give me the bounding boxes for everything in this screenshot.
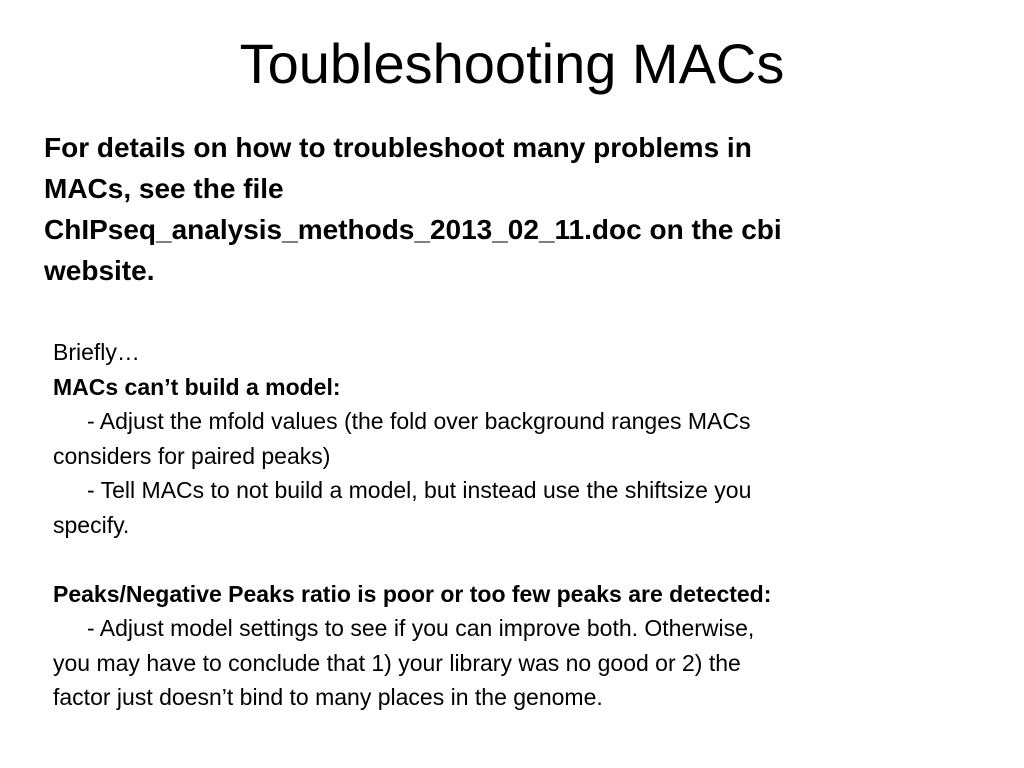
section-heading-model: MACs can’t build a model: <box>53 373 341 400</box>
spacer <box>53 542 983 577</box>
intro-paragraph <box>44 127 974 291</box>
intro-line: MACs, see the file <box>44 173 284 204</box>
peaks-item-line1: - Adjust model settings to see if you can improve both. Otherwise, <box>87 615 755 641</box>
details-block <box>53 335 983 715</box>
intro-line: For details on how to troubleshoot many problems in <box>44 132 752 163</box>
intro-line: ChIPseq_analysis_methods_2013_02_11.doc on the cbi <box>44 214 782 245</box>
intro-line: website. <box>44 255 155 286</box>
section-heading-peaks: Peaks/Negative Peaks ratio is poor or too few peaks are detected: <box>53 580 772 607</box>
model-item-shiftsize: - Tell MACs to not build a model, but instead use the shiftsize you <box>87 477 752 503</box>
peaks-item-line2: you may have to conclude that 1) your library was no good or 2) the <box>53 649 741 676</box>
briefly-label: Briefly… <box>53 339 140 365</box>
model-item-shiftsize-cont: specify. <box>53 511 130 538</box>
slide-title: Toubleshooting MACs <box>239 32 785 95</box>
model-item-mfold: - Adjust the mfold values (the fold over background ranges MACs <box>87 408 751 434</box>
peaks-item-line3: factor just doesn’t bind to many places in the genome. <box>53 684 603 710</box>
model-item-mfold-cont: considers for paired peaks) <box>53 442 331 469</box>
